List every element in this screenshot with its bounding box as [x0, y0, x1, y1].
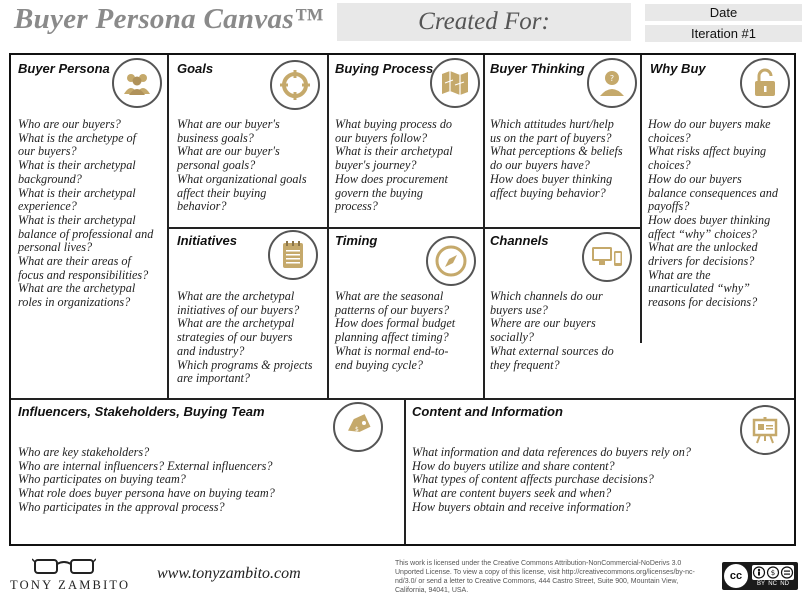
website-link[interactable]: www.tonyzambito.com: [157, 565, 301, 582]
content-information-questions: What information and data references do buyers rely on? How do buyers utilize and share content? What types of content affects purchase decisions? What are content buyers seek and when? How buyers obtain and receive information?: [412, 445, 691, 514]
map-icon: [430, 58, 480, 108]
created-for-field[interactable]: Created For:: [337, 3, 631, 41]
why-buy-questions: How do our buyers make choices? What risks affect buying choices? How do our buyers balance consequences and payoffs? How does buyer thinking affect “why” choices? What are the unlocked drivers for decisions? What are the unarticulated “why” reasons for decisions?: [648, 117, 778, 310]
buyer-thinking-title: Buyer Thinking: [490, 61, 585, 76]
target-icon: [270, 60, 320, 110]
buying-process-questions: What buying process do our buyers follow? What is their archetypal buyer's journey? How does procurement govern the buying process?: [335, 117, 453, 214]
thinking-person-icon: [587, 58, 637, 108]
cc-terms-labels: BY NC ND: [757, 581, 789, 587]
why-buy-title: Why Buy: [650, 61, 706, 76]
cc-icon: cc: [724, 564, 748, 588]
presentation-board-icon: [740, 405, 790, 455]
channels-questions: Which channels do our buyers use? Where are our buyers socially? What external sources do they frequent?: [490, 289, 614, 372]
devices-icon: [582, 232, 632, 282]
influencers-title: Influencers, Stakeholders, Buying Team: [18, 404, 265, 419]
notepad-icon: [268, 230, 318, 280]
price-tag-icon: [333, 402, 383, 452]
license-text: This work is licensed under the Creative Commons Attribution-NonCommercial-NoDerivs 3.0 Unported License. To view a copy of this license, visit http://creativecommons.org/licenses/by-nc- nd/3.0/ or send a letter to Creative Commons, 444 Castro Street, Suite 900, Mountain View, California, 94041, USA.: [395, 560, 695, 594]
date-field[interactable]: Date: [645, 4, 802, 21]
unlock-icon: [740, 58, 790, 108]
content-information-title: Content and Information: [412, 404, 563, 419]
canvas-title: Buyer Persona Canvas™: [14, 3, 324, 35]
cc-license-badge[interactable]: [722, 562, 798, 590]
people-icon: [112, 58, 162, 108]
buyer-thinking-questions: Which attitudes hurt/help us on the part of buyers? What perceptions & beliefs do our buyers have? How does buyer thinking affect buying behavior?: [490, 117, 623, 200]
iteration-field[interactable]: Iteration #1: [645, 25, 802, 42]
compass-icon: [426, 236, 476, 286]
brand-name: TONY ZAMBITO: [10, 578, 131, 592]
initiatives-title: Initiatives: [177, 233, 237, 248]
buyer-persona-questions: Who are our buyers? What is the archetype of our buyers? What is their archetypal background? What is their archetypal experience? What is their archetypal balance of professional and personal lives? What are their areas of focus and responsibilities? What are the archetypal roles in organizations?: [18, 117, 154, 310]
svg-text:?: ?: [609, 74, 615, 83]
buying-process-title: Buying Process: [335, 61, 434, 76]
initiatives-questions: What are the archetypal initiatives of our buyers? What are the archetypal strategies of our buyers and industry? Which programs & projects are important?: [177, 289, 313, 386]
svg-text:$: $: [355, 426, 359, 433]
channels-title: Channels: [490, 233, 549, 248]
cc-terms-icons: [752, 565, 794, 580]
goals-title: Goals: [177, 61, 214, 76]
goals-questions: What are our buyer's business goals? What are our buyer's personal goals? What organizational goals affect their buying behavior?: [177, 117, 307, 214]
buyer-persona-title: Buyer Persona: [18, 61, 110, 76]
svg-text:$: $: [770, 569, 776, 577]
timing-title: Timing: [335, 233, 378, 248]
influencers-questions: Who are key stakeholders? Who are internal influencers? External influencers? Who participates on buying team? What role does buyer persona have on buying team? Who participates in the approval process?: [18, 445, 275, 514]
timing-questions: What are the seasonal patterns of our buyers? How does formal budget planning affect timing? What is normal end-to- end buying cycle?: [335, 289, 456, 372]
